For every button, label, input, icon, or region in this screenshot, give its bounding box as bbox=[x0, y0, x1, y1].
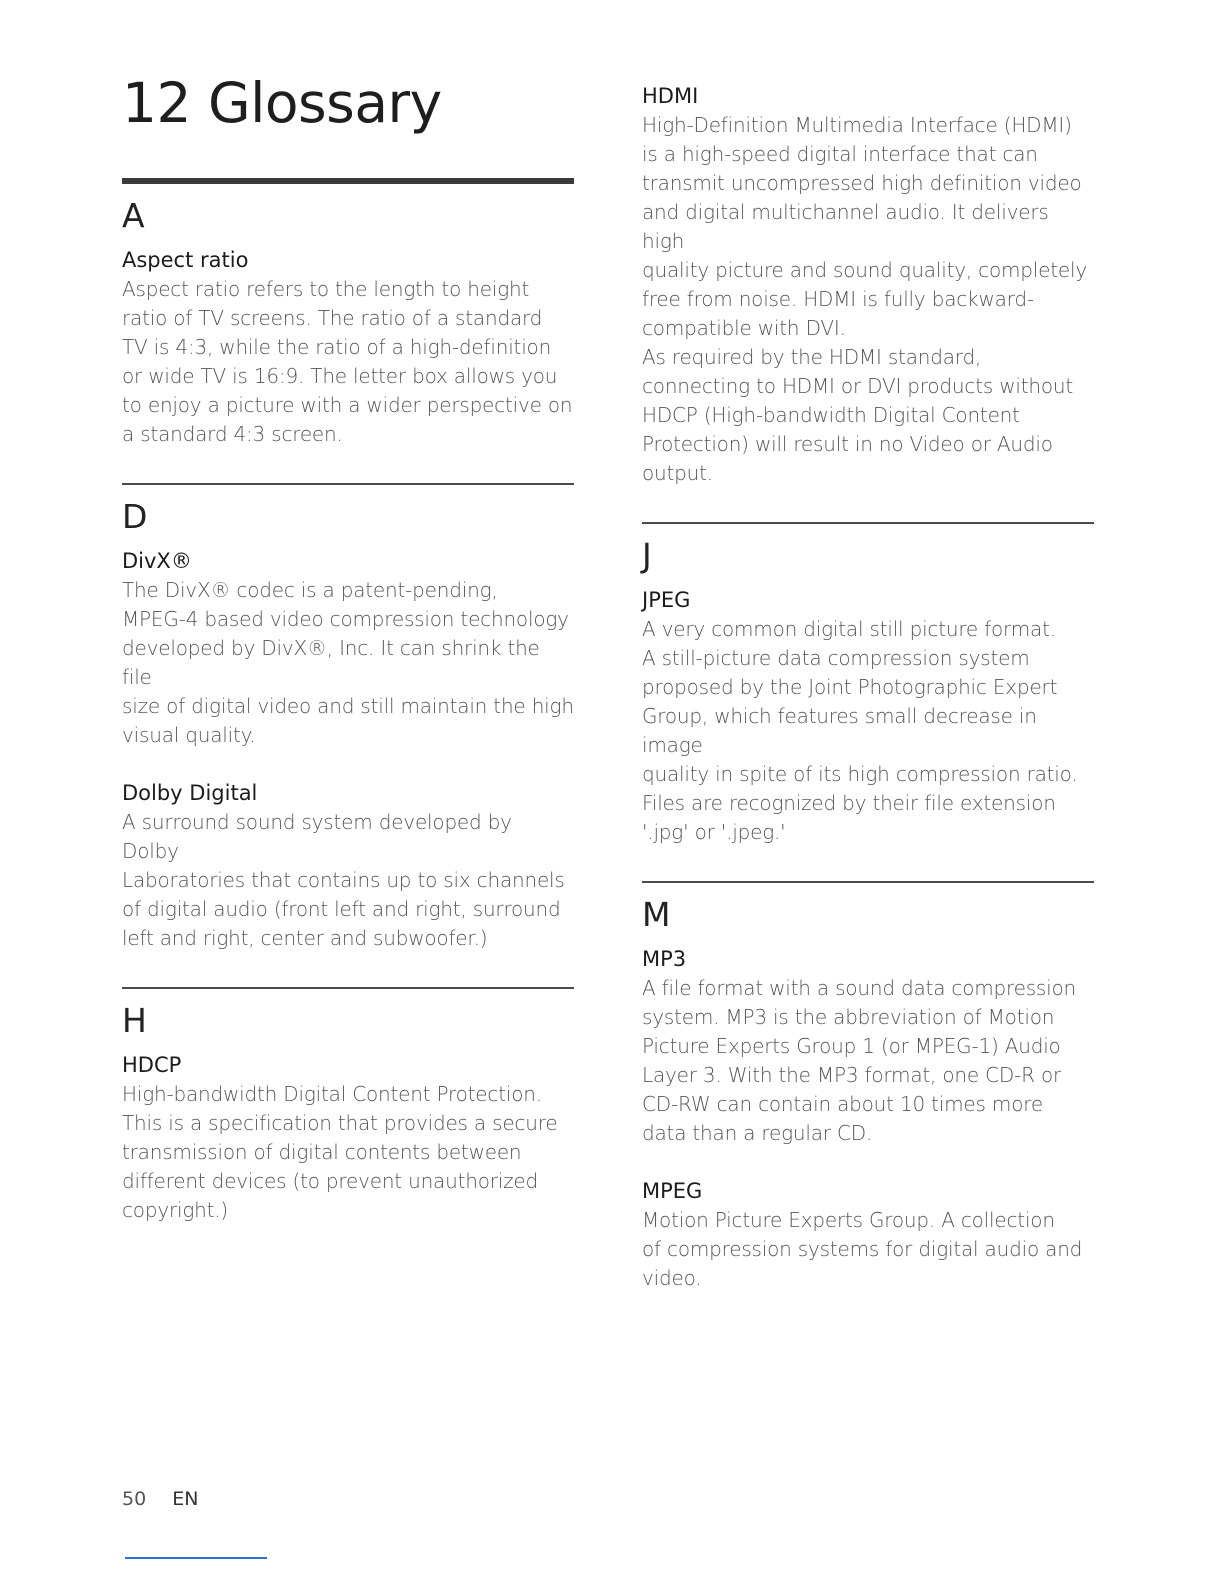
definition-line: left and right, center and subwoofer.) bbox=[122, 926, 488, 950]
definition-line: system. MP3 is the abbreviation of Motion bbox=[642, 1005, 1055, 1029]
definition-line: Laboratories that contains up to six channels bbox=[122, 868, 565, 892]
term-title: HDMI bbox=[642, 84, 699, 108]
definition-line: A still-picture data compression system bbox=[642, 646, 1030, 670]
definition-line: visual quality. bbox=[122, 723, 256, 747]
definition-line: quality in spite of its high compression ratio. bbox=[642, 762, 1078, 786]
term-title: Aspect ratio bbox=[122, 248, 249, 272]
term-title: Dolby Digital bbox=[122, 781, 258, 805]
definition-line: The DivX® codec is a patent-pending, bbox=[122, 578, 498, 602]
definition-line: different devices (to prevent unauthorized bbox=[122, 1169, 539, 1193]
definition-line: As required by the HDMI standard, bbox=[642, 345, 982, 369]
definition-line: Aspect ratio refers to the length to height bbox=[122, 277, 530, 301]
section-divider bbox=[642, 522, 1094, 524]
glossary-entry-mp3 bbox=[642, 945, 1094, 1148]
definition-line: Layer 3. With the MP3 format, one CD-R or bbox=[642, 1063, 1062, 1087]
definition-line: of digital audio (front left and right, surround bbox=[122, 897, 561, 921]
definition-line: copyright.) bbox=[122, 1198, 229, 1222]
footer-underline bbox=[125, 1557, 267, 1559]
definition-line: or wide TV is 16:9. The letter box allows you bbox=[122, 364, 558, 388]
definition-line: proposed by the Joint Photographic Expert bbox=[642, 675, 1058, 699]
definition-line: A very common digital still picture format. bbox=[642, 617, 1056, 641]
definition-line: quality picture and sound quality, completely bbox=[642, 258, 1087, 282]
glossary-entry-hdmi bbox=[642, 82, 1094, 488]
definition-line: HDCP (High-bandwidth Digital Content bbox=[642, 403, 1020, 427]
definition-line: of compression systems for digital audio and bbox=[642, 1237, 1083, 1261]
term-title: MPEG bbox=[642, 1179, 703, 1203]
definition-line: A file format with a sound data compression bbox=[642, 976, 1077, 1000]
definition-line: developed by DivX®, Inc. It can shrink the file bbox=[122, 636, 540, 689]
page-number: 50 bbox=[122, 1488, 147, 1510]
term-title: MP3 bbox=[642, 947, 687, 971]
page-title: 12 Glossary bbox=[122, 71, 442, 135]
section-letter-m: M bbox=[642, 895, 671, 934]
section-divider bbox=[122, 987, 574, 989]
section-letter-a: A bbox=[122, 196, 145, 235]
definition-line: is a high-speed digital interface that can bbox=[642, 142, 1038, 166]
definition-line: Motion Picture Experts Group. A collection bbox=[642, 1208, 1055, 1232]
definition-line: High-Definition Multimedia Interface (HDMI) bbox=[642, 113, 1072, 137]
definition-line: Group, which features small decrease in image bbox=[642, 704, 1037, 757]
definition-line: size of digital video and still maintain the high bbox=[122, 694, 574, 718]
glossary-entry-hdcp bbox=[122, 1051, 574, 1225]
section-letter-d: D bbox=[122, 497, 148, 536]
glossary-entry-aspect-ratio bbox=[122, 246, 574, 449]
glossary-entry-divx bbox=[122, 547, 574, 750]
definition-line: compatible with DVI. bbox=[642, 316, 846, 340]
definition-line: free from noise. HDMI is fully backward- bbox=[642, 287, 1034, 311]
right-column bbox=[642, 82, 1094, 1293]
definition-line: connecting to HDMI or DVI products without bbox=[642, 374, 1073, 398]
definition-line: Protection) will result in no Video or Audio bbox=[642, 432, 1053, 456]
definition-line: ratio of TV screens. The ratio of a standard bbox=[122, 306, 543, 330]
definition-line: CD-RW can contain about 10 times more bbox=[642, 1092, 1043, 1116]
definition-line: video. bbox=[642, 1266, 702, 1290]
definition-line: MPEG-4 based video compression technology bbox=[122, 607, 569, 631]
definition-line: transmit uncompressed high definition video bbox=[642, 171, 1082, 195]
definition-line: transmission of digital contents between bbox=[122, 1140, 522, 1164]
language-code: EN bbox=[172, 1488, 199, 1510]
glossary-entry-dolby-digital bbox=[122, 779, 574, 953]
definition-line: '.jpg' or '.jpeg.' bbox=[642, 820, 786, 844]
section-divider bbox=[122, 178, 574, 184]
definition-line: a standard 4:3 screen. bbox=[122, 422, 343, 446]
definition-line: This is a specification that provides a secure bbox=[122, 1111, 558, 1135]
section-divider bbox=[122, 483, 574, 485]
section-divider bbox=[642, 881, 1094, 883]
definition-line: and digital multichannel audio. It delivers high bbox=[642, 200, 1049, 253]
definition-line: High-bandwidth Digital Content Protection. bbox=[122, 1082, 542, 1106]
term-title: JPEG bbox=[642, 588, 691, 612]
definition-line: Picture Experts Group 1 (or MPEG-1) Audio bbox=[642, 1034, 1061, 1058]
section-letter-h: H bbox=[122, 1001, 147, 1040]
section-letter-j: J bbox=[642, 536, 652, 575]
definition-line: output. bbox=[642, 461, 713, 485]
definition-line: TV is 4:3, while the ratio of a high-definition bbox=[122, 335, 552, 359]
definition-line: data than a regular CD. bbox=[642, 1121, 873, 1145]
term-title: DivX® bbox=[122, 549, 192, 573]
definition-line: A surround sound system developed by Dolby bbox=[122, 810, 512, 863]
glossary-entry-mpeg bbox=[642, 1177, 1094, 1293]
page-footer bbox=[122, 1488, 198, 1510]
definition-line: Files are recognized by their file extension bbox=[642, 791, 1056, 815]
glossary-entry-jpeg bbox=[642, 586, 1094, 847]
definition-line: to enjoy a picture with a wider perspective on bbox=[122, 393, 573, 417]
term-title: HDCP bbox=[122, 1053, 182, 1077]
left-column bbox=[122, 178, 574, 1225]
